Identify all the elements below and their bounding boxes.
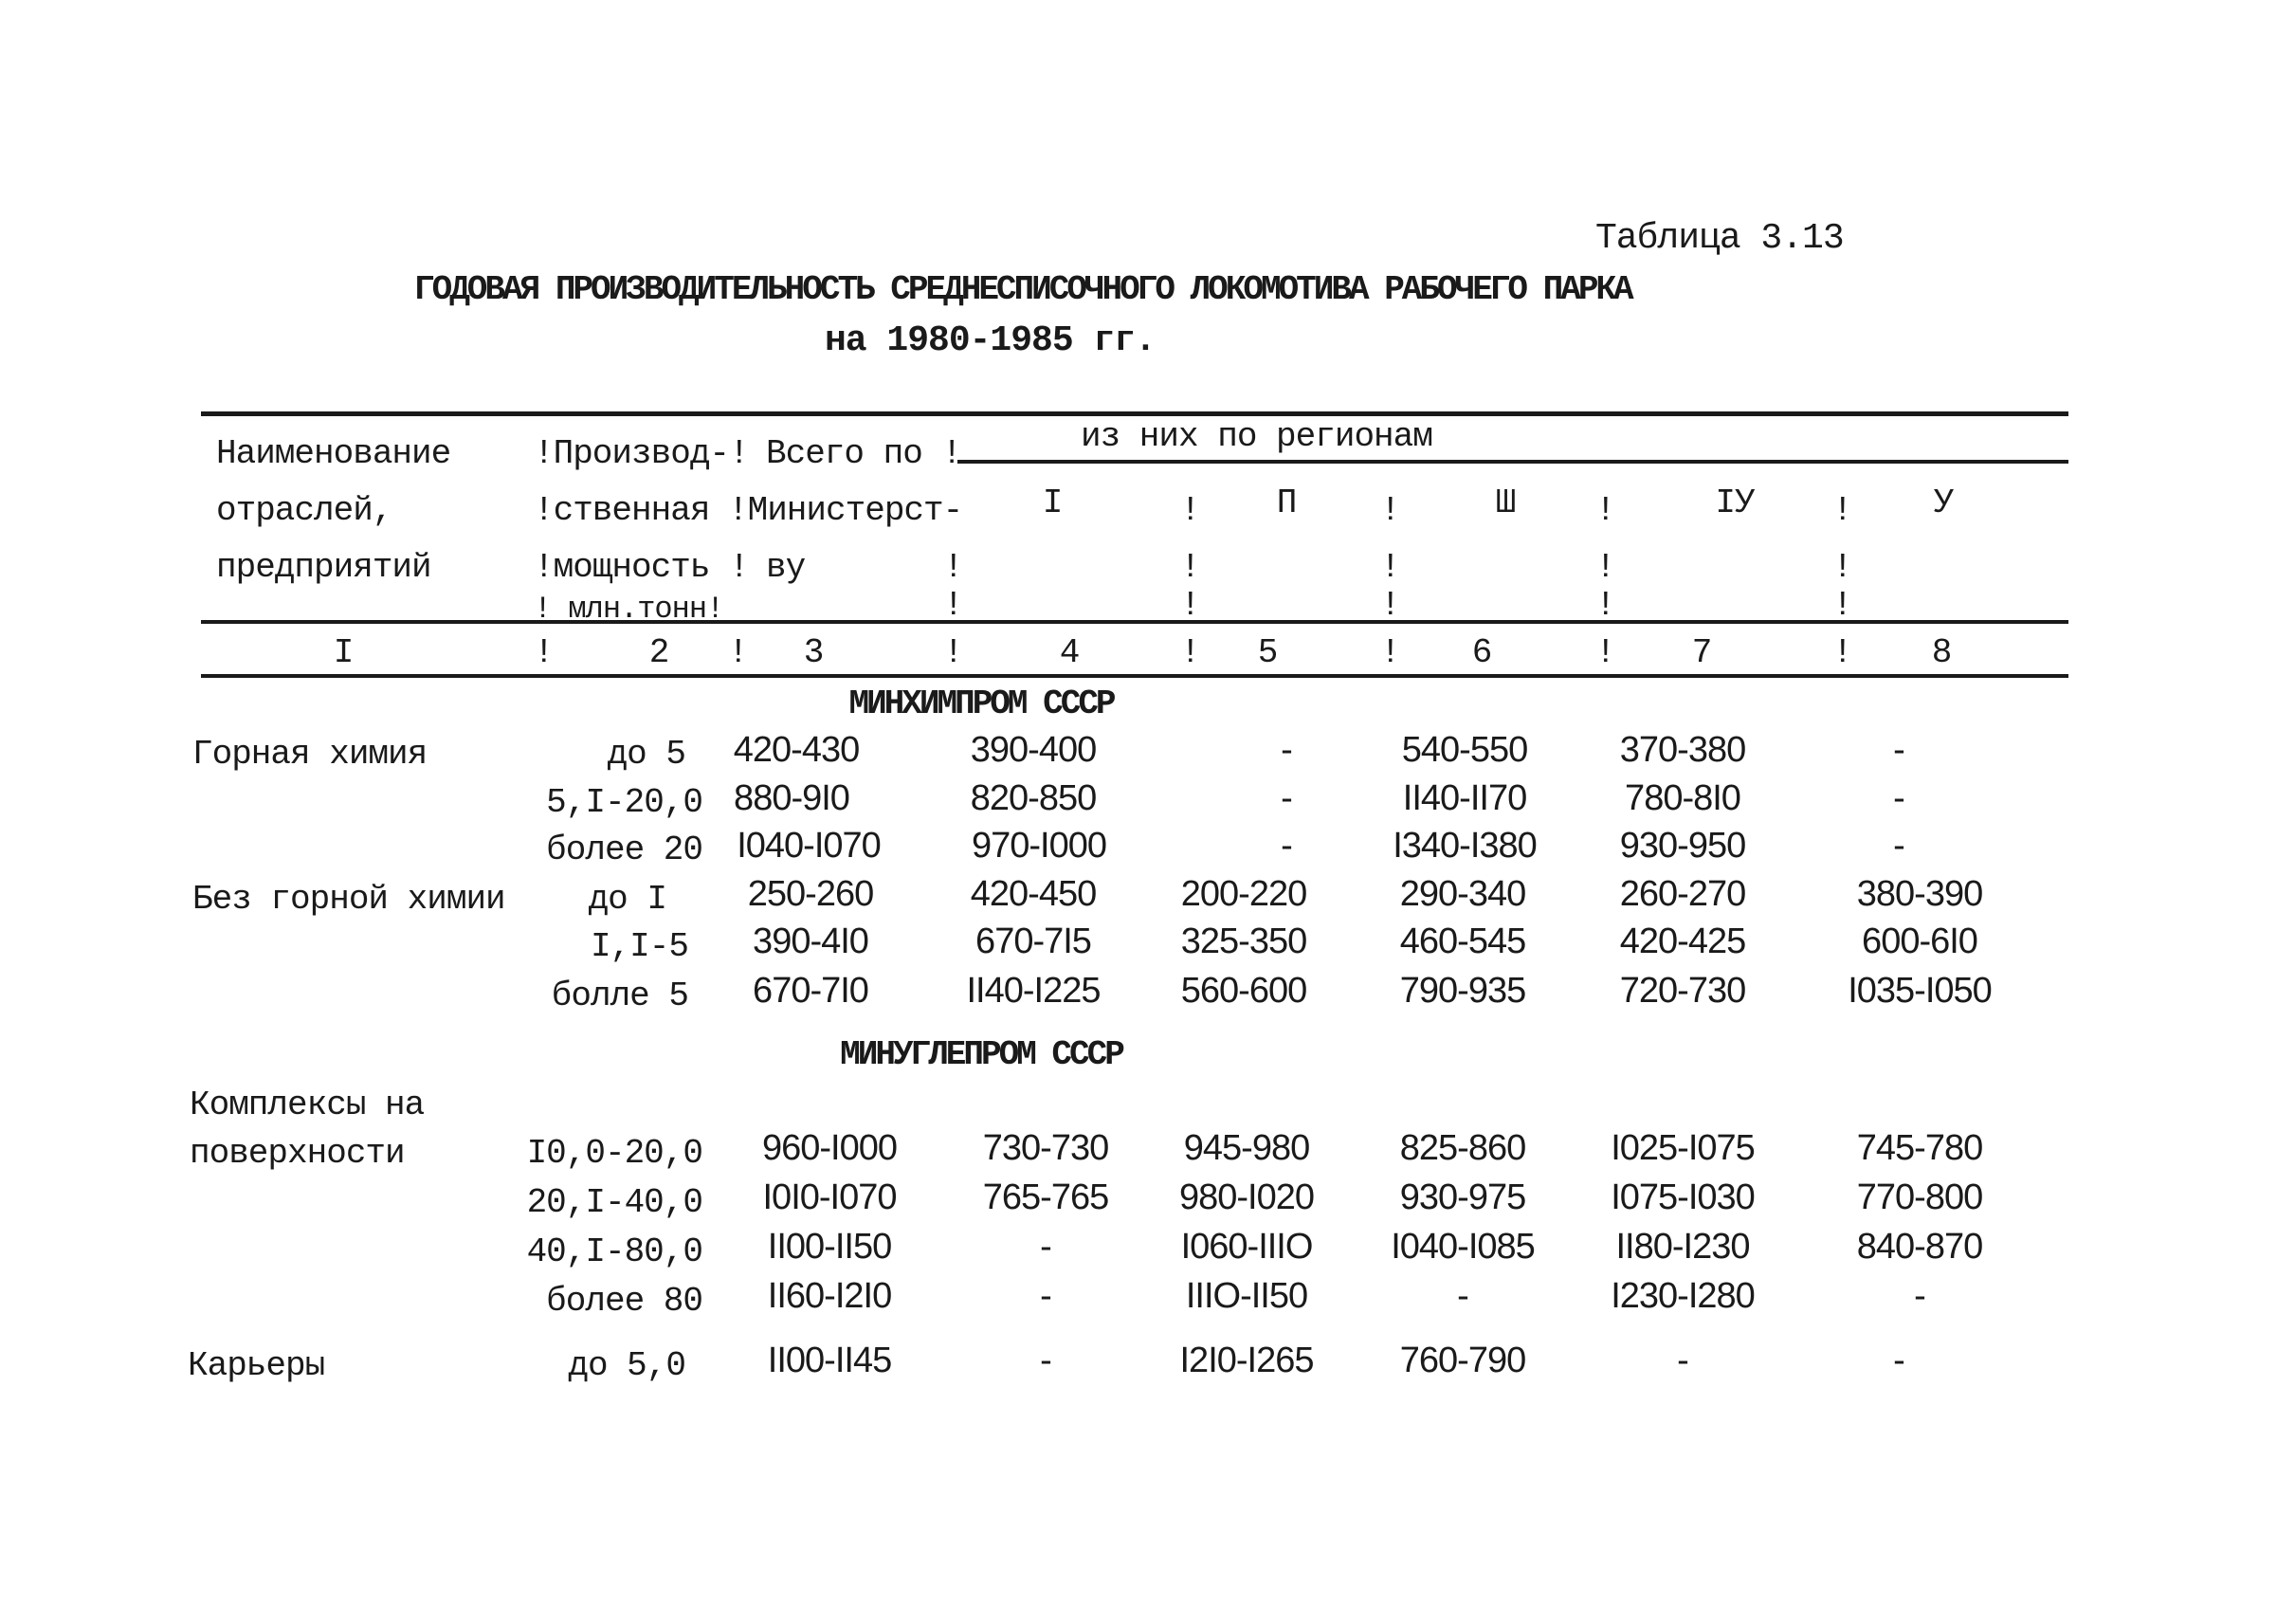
row-capacity: до 5 xyxy=(607,735,685,774)
row-capacity: I,I-5 xyxy=(590,927,688,966)
separator: ! xyxy=(534,633,554,672)
row-region-4: 780-8I0 xyxy=(1625,778,1740,818)
row-region-4: 370-380 xyxy=(1619,730,1746,770)
row-region-3: - xyxy=(1457,1276,1468,1316)
row-name: поверхности xyxy=(190,1134,405,1173)
header-bottom-rule xyxy=(201,620,2068,624)
row-name: Без горной химии xyxy=(192,880,505,919)
row-region-5: 745-780 xyxy=(1856,1128,1983,1168)
header-col2-line4: ! млн.тонн! xyxy=(534,592,724,627)
separator: ! xyxy=(1380,586,1400,625)
row-region-2: - xyxy=(1281,826,1292,866)
col-number-4: 4 xyxy=(1059,633,1080,672)
row-region-1: 390-400 xyxy=(970,730,1097,770)
region-5-label: У xyxy=(1933,484,1954,522)
region-3-label: Ш xyxy=(1495,484,1516,522)
table-title: ГОДОВАЯ ПРОИЗВОДИТЕЛЬНОСТЬ СРЕДНЕСПИСОЧНОГО ЛОКОМОТИВА РАБОЧЕГО ПАРКА xyxy=(414,270,1631,309)
table-label: Таблица 3.13 xyxy=(1595,218,1844,259)
row-region-2: - xyxy=(1281,730,1292,770)
row-region-3: 825-860 xyxy=(1399,1128,1526,1168)
col-number-3: 3 xyxy=(803,633,824,672)
row-region-3: 790-935 xyxy=(1399,971,1526,1011)
col-number-6: 6 xyxy=(1471,633,1492,672)
row-region-2: 325-350 xyxy=(1180,921,1307,961)
separator: ! xyxy=(1832,633,1852,672)
separator: ! xyxy=(1380,633,1400,672)
row-region-5: 600-6I0 xyxy=(1862,921,1977,961)
row-region-5: 380-390 xyxy=(1856,874,1983,914)
row-region-1: - xyxy=(1040,1227,1051,1267)
row-total: I040-I070 xyxy=(737,826,881,866)
separator: ! xyxy=(943,586,963,625)
regions-rule xyxy=(957,460,2068,464)
separator: ! xyxy=(1595,548,1615,587)
row-total: II60-I2I0 xyxy=(767,1276,892,1316)
row-region-1: 970-I000 xyxy=(971,826,1107,866)
row-region-3: 460-545 xyxy=(1399,921,1526,961)
row-region-1: II40-I225 xyxy=(966,971,1101,1011)
row-region-5: - xyxy=(1914,1276,1925,1316)
header-col3-line4: ! xyxy=(943,548,963,587)
separator: ! xyxy=(1180,548,1200,587)
row-region-1: - xyxy=(1040,1341,1051,1380)
row-region-5: 770-800 xyxy=(1856,1177,1983,1217)
row-region-3: II40-II70 xyxy=(1402,778,1527,818)
row-capacity: более 80 xyxy=(546,1282,702,1321)
row-region-1: 420-450 xyxy=(970,874,1097,914)
separator: ! xyxy=(1180,586,1200,625)
col-number-7: 7 xyxy=(1691,633,1712,672)
separator: ! xyxy=(1832,548,1852,587)
row-region-4: I075-I030 xyxy=(1611,1177,1755,1217)
separator: ! xyxy=(1380,491,1400,530)
separator: ! xyxy=(1380,548,1400,587)
row-region-5: I035-I050 xyxy=(1848,971,1992,1011)
row-region-5: - xyxy=(1893,778,1904,818)
row-capacity: более 20 xyxy=(546,830,702,869)
separator: ! xyxy=(728,633,748,672)
row-capacity: до 5,0 xyxy=(568,1346,685,1385)
separator: ! xyxy=(1595,491,1615,530)
row-total: 960-I000 xyxy=(761,1128,898,1168)
row-region-1: 765-765 xyxy=(982,1177,1109,1217)
region-4-label: IУ xyxy=(1715,484,1755,522)
row-name: Комплексы на xyxy=(190,1086,425,1124)
row-region-2: IIIO-II50 xyxy=(1185,1276,1308,1316)
region-1-label: I xyxy=(1042,484,1063,522)
table-subtitle: на 1980-1985 гг. xyxy=(825,320,1156,361)
row-capacity: 5,I-20,0 xyxy=(546,783,702,822)
separator: ! xyxy=(1595,633,1615,672)
row-region-3: I340-I380 xyxy=(1393,826,1537,866)
numbers-rule xyxy=(201,674,2068,678)
col-number-5: 5 xyxy=(1257,633,1278,672)
row-region-2: I060-IIIO xyxy=(1180,1227,1313,1267)
region-2-label: П xyxy=(1276,484,1297,522)
row-capacity: 40,I-80,0 xyxy=(526,1232,702,1271)
row-total: 390-4I0 xyxy=(753,921,868,961)
col-number-1: I xyxy=(333,633,354,672)
separator: ! xyxy=(1180,633,1200,672)
row-total: 670-7I0 xyxy=(753,971,868,1011)
separator: ! xyxy=(1832,491,1852,530)
row-capacity: до I xyxy=(588,880,666,919)
row-name: Горная химия xyxy=(192,735,428,774)
row-region-2: I2I0-I265 xyxy=(1179,1341,1314,1380)
header-col2-line1: !Производ-! xyxy=(534,434,749,473)
row-total: 880-9I0 xyxy=(734,778,849,818)
row-region-5: 840-870 xyxy=(1856,1227,1983,1267)
header-col3-line1: Всего по ! xyxy=(766,434,962,473)
row-region-4: 720-730 xyxy=(1619,971,1746,1011)
row-region-3: 930-975 xyxy=(1399,1177,1526,1217)
row-region-2: 560-600 xyxy=(1180,971,1307,1011)
header-col3-line2: !Министерст- xyxy=(728,491,963,530)
header-col1-line2: отраслей, xyxy=(216,491,392,530)
section-title: МИНХИМПРОМ СССР xyxy=(848,684,1114,723)
row-capacity: болле 5 xyxy=(551,976,688,1015)
separator: ! xyxy=(1595,586,1615,625)
header-col2-line3: !мощность ! xyxy=(534,548,749,587)
row-region-4: I230-I280 xyxy=(1611,1276,1755,1316)
row-region-3: 760-790 xyxy=(1399,1341,1526,1380)
row-region-4: II80-I230 xyxy=(1615,1227,1750,1267)
row-region-4: 930-950 xyxy=(1619,826,1746,866)
row-region-4: I025-I075 xyxy=(1611,1128,1755,1168)
row-region-1: - xyxy=(1040,1276,1051,1316)
row-total: I0I0-I070 xyxy=(762,1177,897,1217)
row-region-2: 945-980 xyxy=(1183,1128,1310,1168)
header-col1-line3: предприятий xyxy=(216,548,431,587)
row-region-2: - xyxy=(1281,778,1292,818)
separator: ! xyxy=(1832,586,1852,625)
header-col1-line1: Наименование xyxy=(216,434,451,473)
row-region-2: 980-I020 xyxy=(1178,1177,1315,1217)
row-region-4: 420-425 xyxy=(1619,921,1746,961)
header-col2-line2: !ственная xyxy=(534,491,710,530)
row-total: 250-260 xyxy=(747,874,874,914)
row-capacity: 20,I-40,0 xyxy=(526,1183,702,1222)
row-region-4: - xyxy=(1677,1341,1688,1380)
separator: ! xyxy=(943,633,963,672)
row-region-4: 260-270 xyxy=(1619,874,1746,914)
row-total: 420-430 xyxy=(733,730,860,770)
row-region-3: I040-I085 xyxy=(1391,1227,1535,1267)
section-title: МИНУГЛЕПРОМ СССР xyxy=(840,1035,1122,1074)
row-region-1: 730-730 xyxy=(982,1128,1109,1168)
row-region-5: - xyxy=(1893,826,1904,866)
row-region-3: 540-550 xyxy=(1401,730,1528,770)
row-capacity: I0,0-20,0 xyxy=(526,1134,702,1173)
row-region-1: 820-850 xyxy=(970,778,1097,818)
row-region-5: - xyxy=(1893,730,1904,770)
row-total: II00-II45 xyxy=(767,1341,892,1380)
row-region-5: - xyxy=(1893,1341,1904,1380)
separator: ! xyxy=(1180,491,1200,530)
row-name: Карьеры xyxy=(188,1346,325,1385)
row-total: II00-II50 xyxy=(767,1227,892,1267)
col-number-8: 8 xyxy=(1931,633,1952,672)
row-region-2: 200-220 xyxy=(1180,874,1307,914)
row-region-3: 290-340 xyxy=(1399,874,1526,914)
regions-title: из них по регионам xyxy=(1081,417,1432,456)
row-region-1: 670-7I5 xyxy=(975,921,1091,961)
col-number-2: 2 xyxy=(648,633,669,672)
top-rule xyxy=(201,411,2068,416)
header-col3-line3: ву xyxy=(766,548,806,587)
